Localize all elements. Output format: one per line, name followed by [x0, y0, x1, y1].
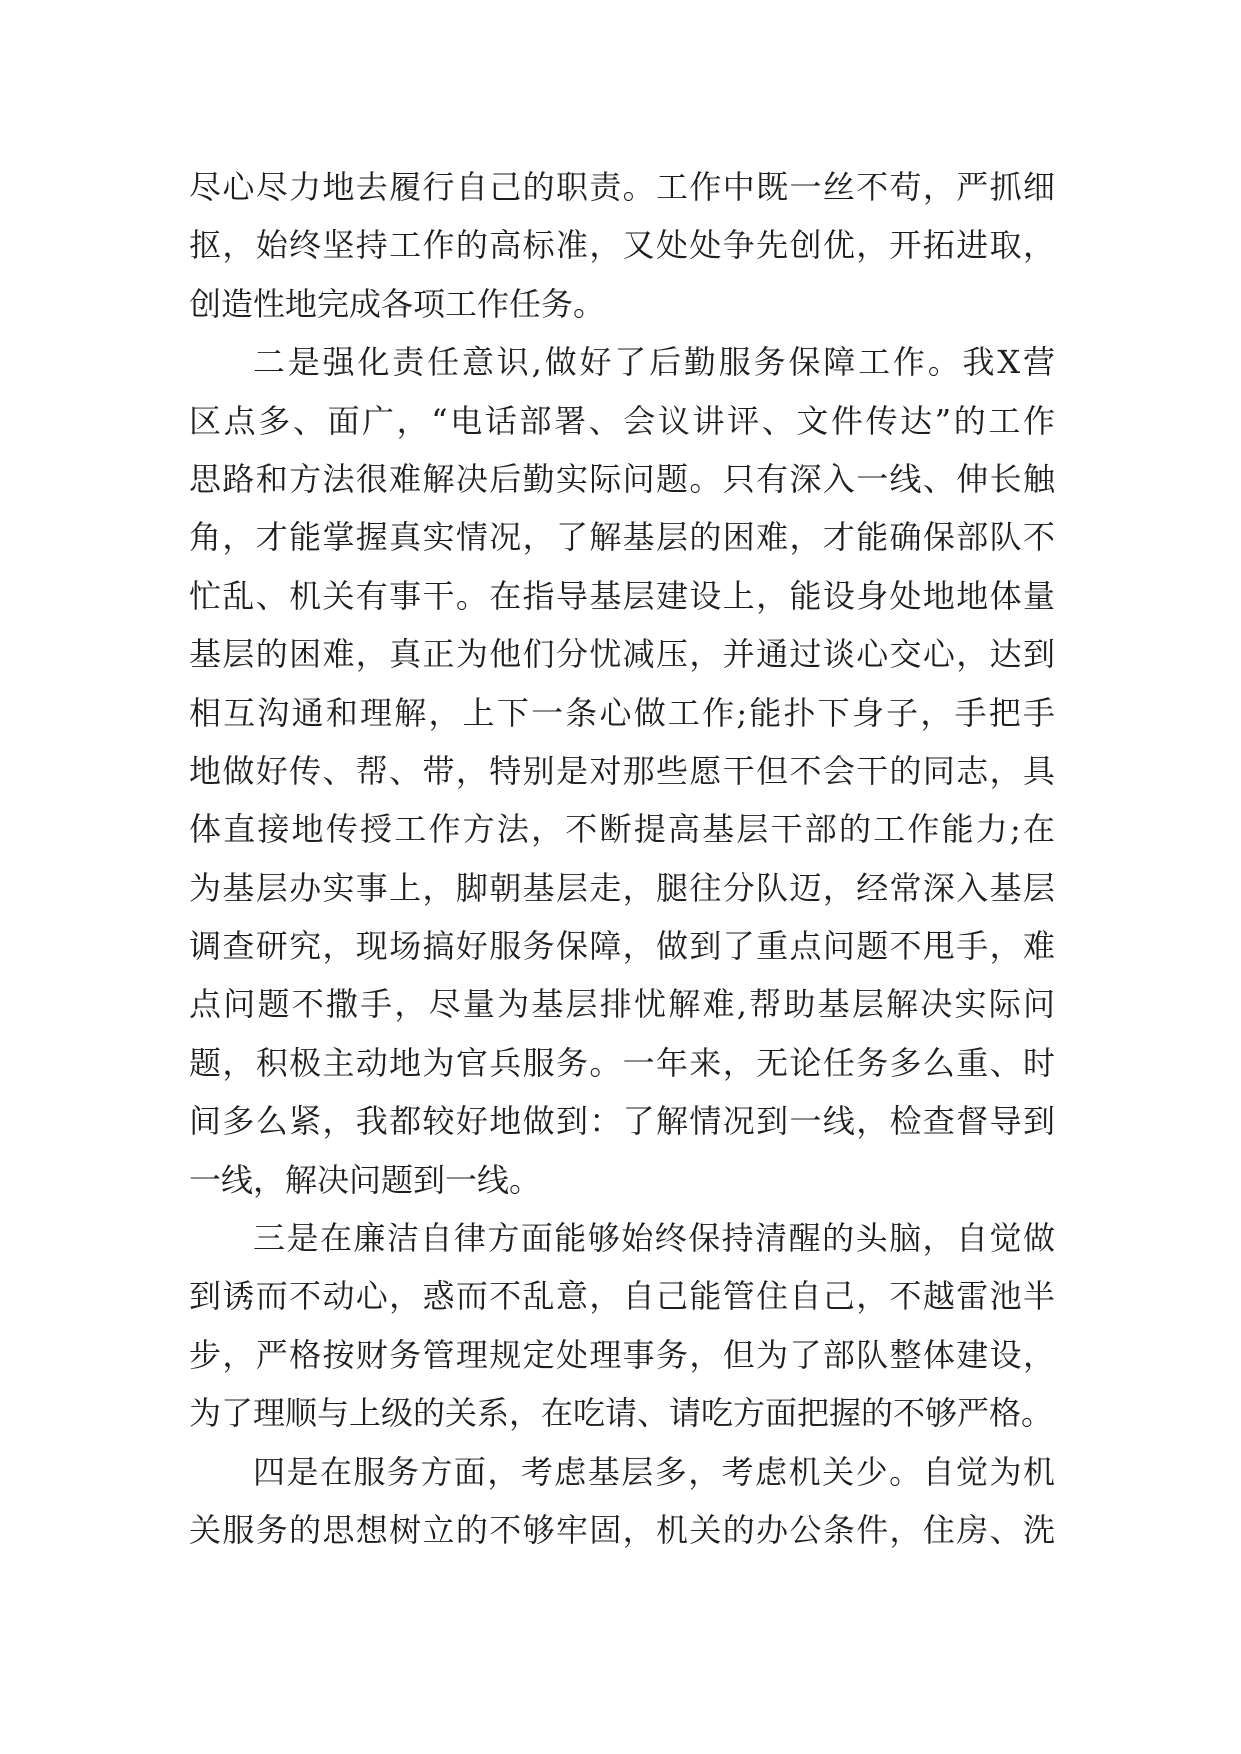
paragraph	[189, 333, 1055, 1209]
text-line: 创造性地完成各项工作任务。	[189, 284, 606, 323]
text-line: 基层的困难，真正为他们分忧减压，并通过谈心交心，达到	[189, 635, 1055, 674]
text-line: 一线，解决问题到一线。	[189, 1160, 542, 1199]
text-line: 调查研究，现场搞好服务保障，做到了重点问题不甩手，难	[189, 927, 1055, 966]
paragraph	[189, 1443, 1055, 1560]
document-body	[189, 158, 1055, 1559]
paragraph	[189, 158, 1055, 333]
text-line: 忙乱、机关有事干。在指导基层建设上，能设身处地地体量	[189, 576, 1055, 615]
text-line: 区点多、面广，“电话部署、会议讲评、文件传达”的工作	[189, 401, 1055, 440]
paragraph	[189, 1209, 1055, 1443]
text-line: 关服务的思想树立的不够牢固，机关的办公条件，住房、洗	[189, 1510, 1055, 1549]
text-line: 为了理顺与上级的关系，在吃请、请吃方面把握的不够严格。	[189, 1394, 1054, 1433]
text-line: 四是在服务方面，考虑基层多，考虑机关少。自觉为机	[253, 1452, 1055, 1491]
text-line: 尽心尽力地去履行自己的职责。工作中既一丝不苟，严抓细	[189, 168, 1055, 206]
text-line: 体直接地传授工作方法，不断提高基层干部的工作能力;在	[189, 810, 1055, 849]
text-line: 题，积极主动地为官兵服务。一年来，无论任务多么重、时	[189, 1043, 1055, 1082]
text-line: 角，才能掌握真实情况，了解基层的困难，才能确保部队不	[189, 518, 1055, 557]
text-line: 二是强化责任意识,做好了后勤服务保障工作。我X营	[253, 343, 1055, 382]
text-line: 地做好传、帮、带，特别是对那些愿干但不会干的同志，具	[189, 751, 1055, 790]
text-line: 间多么紧，我都较好地做到：了解情况到一线，检查督导到	[189, 1102, 1055, 1141]
text-line: 相互沟通和理解，上下一条心做工作;能扑下身子，手把手	[189, 693, 1055, 732]
text-line: 到诱而不动心，惑而不乱意，自己能管住自己，不越雷池半	[189, 1277, 1055, 1316]
text-line: 思路和方法很难解决后勤实际问题。只有深入一线、伸长触	[189, 459, 1055, 498]
text-line: 抠，始终坚持工作的高标准，又处处争先创优，开拓进取，	[189, 226, 1055, 265]
text-line: 为基层办实事上，脚朝基层走，腿往分队迈，经常深入基层	[189, 868, 1055, 907]
text-line: 点问题不撒手，尽量为基层排忧解难,帮助基层解决实际问	[189, 985, 1055, 1024]
text-line: 三是在廉洁自律方面能够始终保持清醒的头脑，自觉做	[253, 1219, 1055, 1258]
text-line: 步，严格按财务管理规定处理事务，但为了部队整体建设，	[189, 1335, 1055, 1374]
